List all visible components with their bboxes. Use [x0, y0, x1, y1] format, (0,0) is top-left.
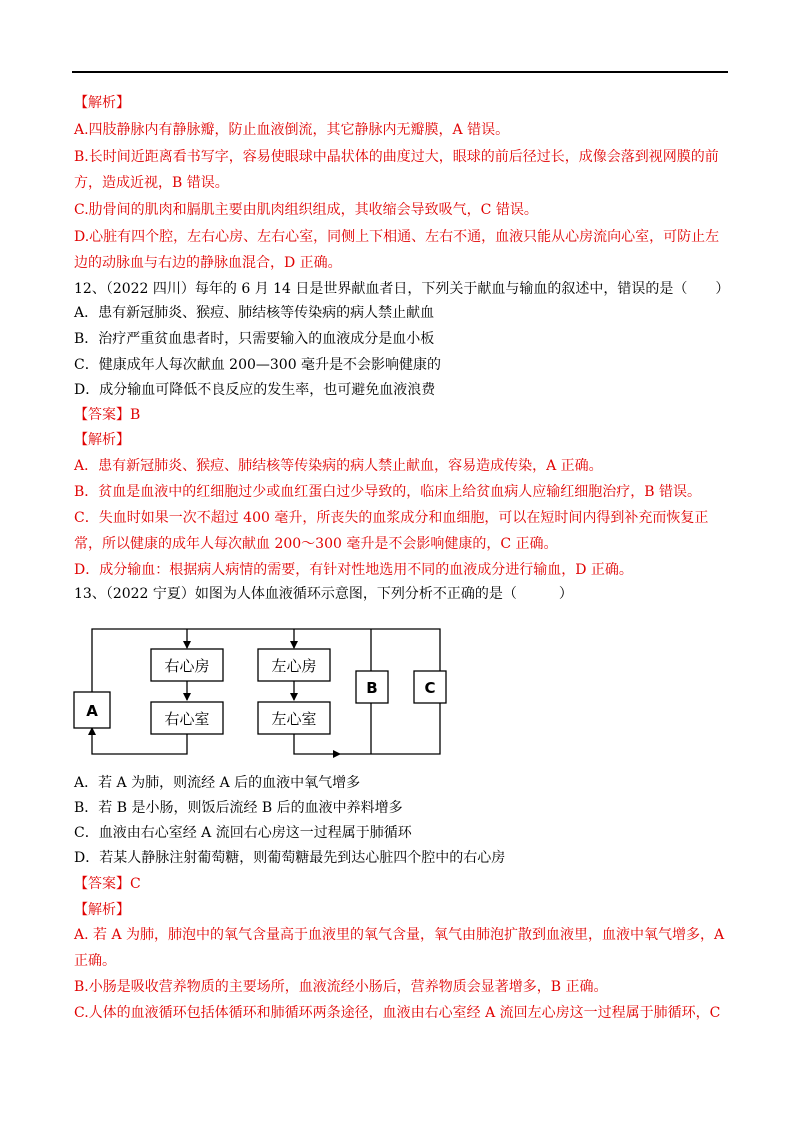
left-ventricle-label: 左心室 [271, 710, 317, 728]
analysis-heading: 【解析】 [74, 95, 130, 111]
question-12-option-d: D．成分输血可降低不良反应的发生率，也可避免血液浪费 [74, 382, 436, 398]
question-13-option-a: A．若 A 为肺，则流经 A 后的血液中氧气增多 [74, 775, 361, 791]
organ-b-label: B [366, 679, 378, 697]
question-12: 12、（2022 四川）每年的 6 月 14 日是世界献血者日，下列关于献血与输血的叙述中，错误的是（ ） [74, 281, 730, 297]
answer-12: 【答案】B [74, 407, 141, 423]
analysis-line: A.四肢静脉内有静脉瓣，防止血液倒流，其它静脉内无瓣膜，A 错误。 [74, 122, 510, 138]
question-13-option-b: B．若 B 是小肠，则饭后流经 B 后的血液中养料增多 [74, 800, 403, 816]
question-12-option-c: C．健康成年人每次献血 200—300 毫升是不会影响健康的 [74, 357, 442, 373]
analysis-line: 常，所以健康的成年人每次献血 200～300 毫升是不会影响健康的，C 正确。 [74, 536, 558, 552]
analysis-line: C.肋骨间的肌肉和膈肌主要由肌肉组织组成，其收缩会导致吸气，C 错误。 [74, 202, 538, 218]
analysis-line: A. 若 A 为肺，肺泡中的氧气含量高于血液里的氧气含量，氧气由肺泡扩散到血液里，血液中氧气增多，A [74, 927, 725, 943]
analysis-line: 方，造成近视，B 错误。 [74, 175, 229, 191]
left-atrium-label: 左心房 [271, 657, 317, 675]
question-13-option-d: D．若某人静脉注射葡萄糖，则葡萄糖最先到达心脏四个腔中的右心房 [74, 850, 506, 866]
analysis-line: 正确。 [74, 953, 116, 969]
right-ventricle-label: 右心室 [164, 710, 210, 728]
question-13-option-c: C．血液由右心室经 A 流回右心房这一过程属于肺循环 [74, 825, 412, 841]
question-13: 13、（2022 宁夏）如图为人体血液循环示意图，下列分析不正确的是（ ） [74, 586, 573, 602]
analysis-line: D．成分输血：根据病人病情的需要，有针对性地选用不同的血液成分进行输血，D 正确。 [74, 562, 633, 578]
analysis-line: B.长时间近距离看书写字，容易使眼球中晶状体的曲度过大，眼球的前后径过长，成像会落到视网膜的前 [74, 149, 719, 165]
question-12-option-b: B．治疗严重贫血患者时，只需要输入的血液成分是血小板 [74, 331, 435, 347]
answer-13: 【答案】C [74, 876, 141, 892]
right-atrium-label: 右心房 [164, 657, 210, 675]
analysis-line: 边的动脉血与右边的静脉血混合，D 正确。 [74, 255, 342, 271]
question-12-option-a: A．患有新冠肺炎、猴痘、肺结核等传染病的病人禁止献血 [74, 305, 435, 321]
organ-c-label: C [424, 679, 436, 697]
analysis-line: C．失血时如果一次不超过 400 毫升，所丧失的血浆成分和血细胞，可以在短时间内得到补充而恢复正 [74, 510, 709, 526]
analysis-line: C.人体的血液循环包括体循环和肺循环两条途径，血液由右心室经 A 流回左心房这一过程属于肺循环，C [74, 1005, 721, 1021]
analysis-line: A．患有新冠肺炎、猴痘、肺结核等传染病的病人禁止献血，容易造成传染，A 正确。 [74, 458, 603, 474]
blood-circulation-diagram [70, 604, 460, 764]
analysis-line: D.心脏有四个腔，左右心房、左右心室，同侧上下相通、左右不通，血液只能从心房流向心室，可防止左 [74, 229, 720, 245]
analysis-line: B.小肠是吸收营养物质的主要场所，血液流经小肠后，营养物质会显著增多，B 正确。 [74, 979, 608, 995]
analysis-line: B．贫血是血液中的红细胞过少或血红蛋白过少导致的，临床上给贫血病人应输红细胞治疗，B 错误。 [74, 484, 702, 500]
analysis-heading: 【解析】 [74, 432, 130, 448]
organ-a-label: A [86, 702, 98, 720]
analysis-heading: 【解析】 [74, 902, 130, 918]
header-rule [72, 71, 728, 73]
